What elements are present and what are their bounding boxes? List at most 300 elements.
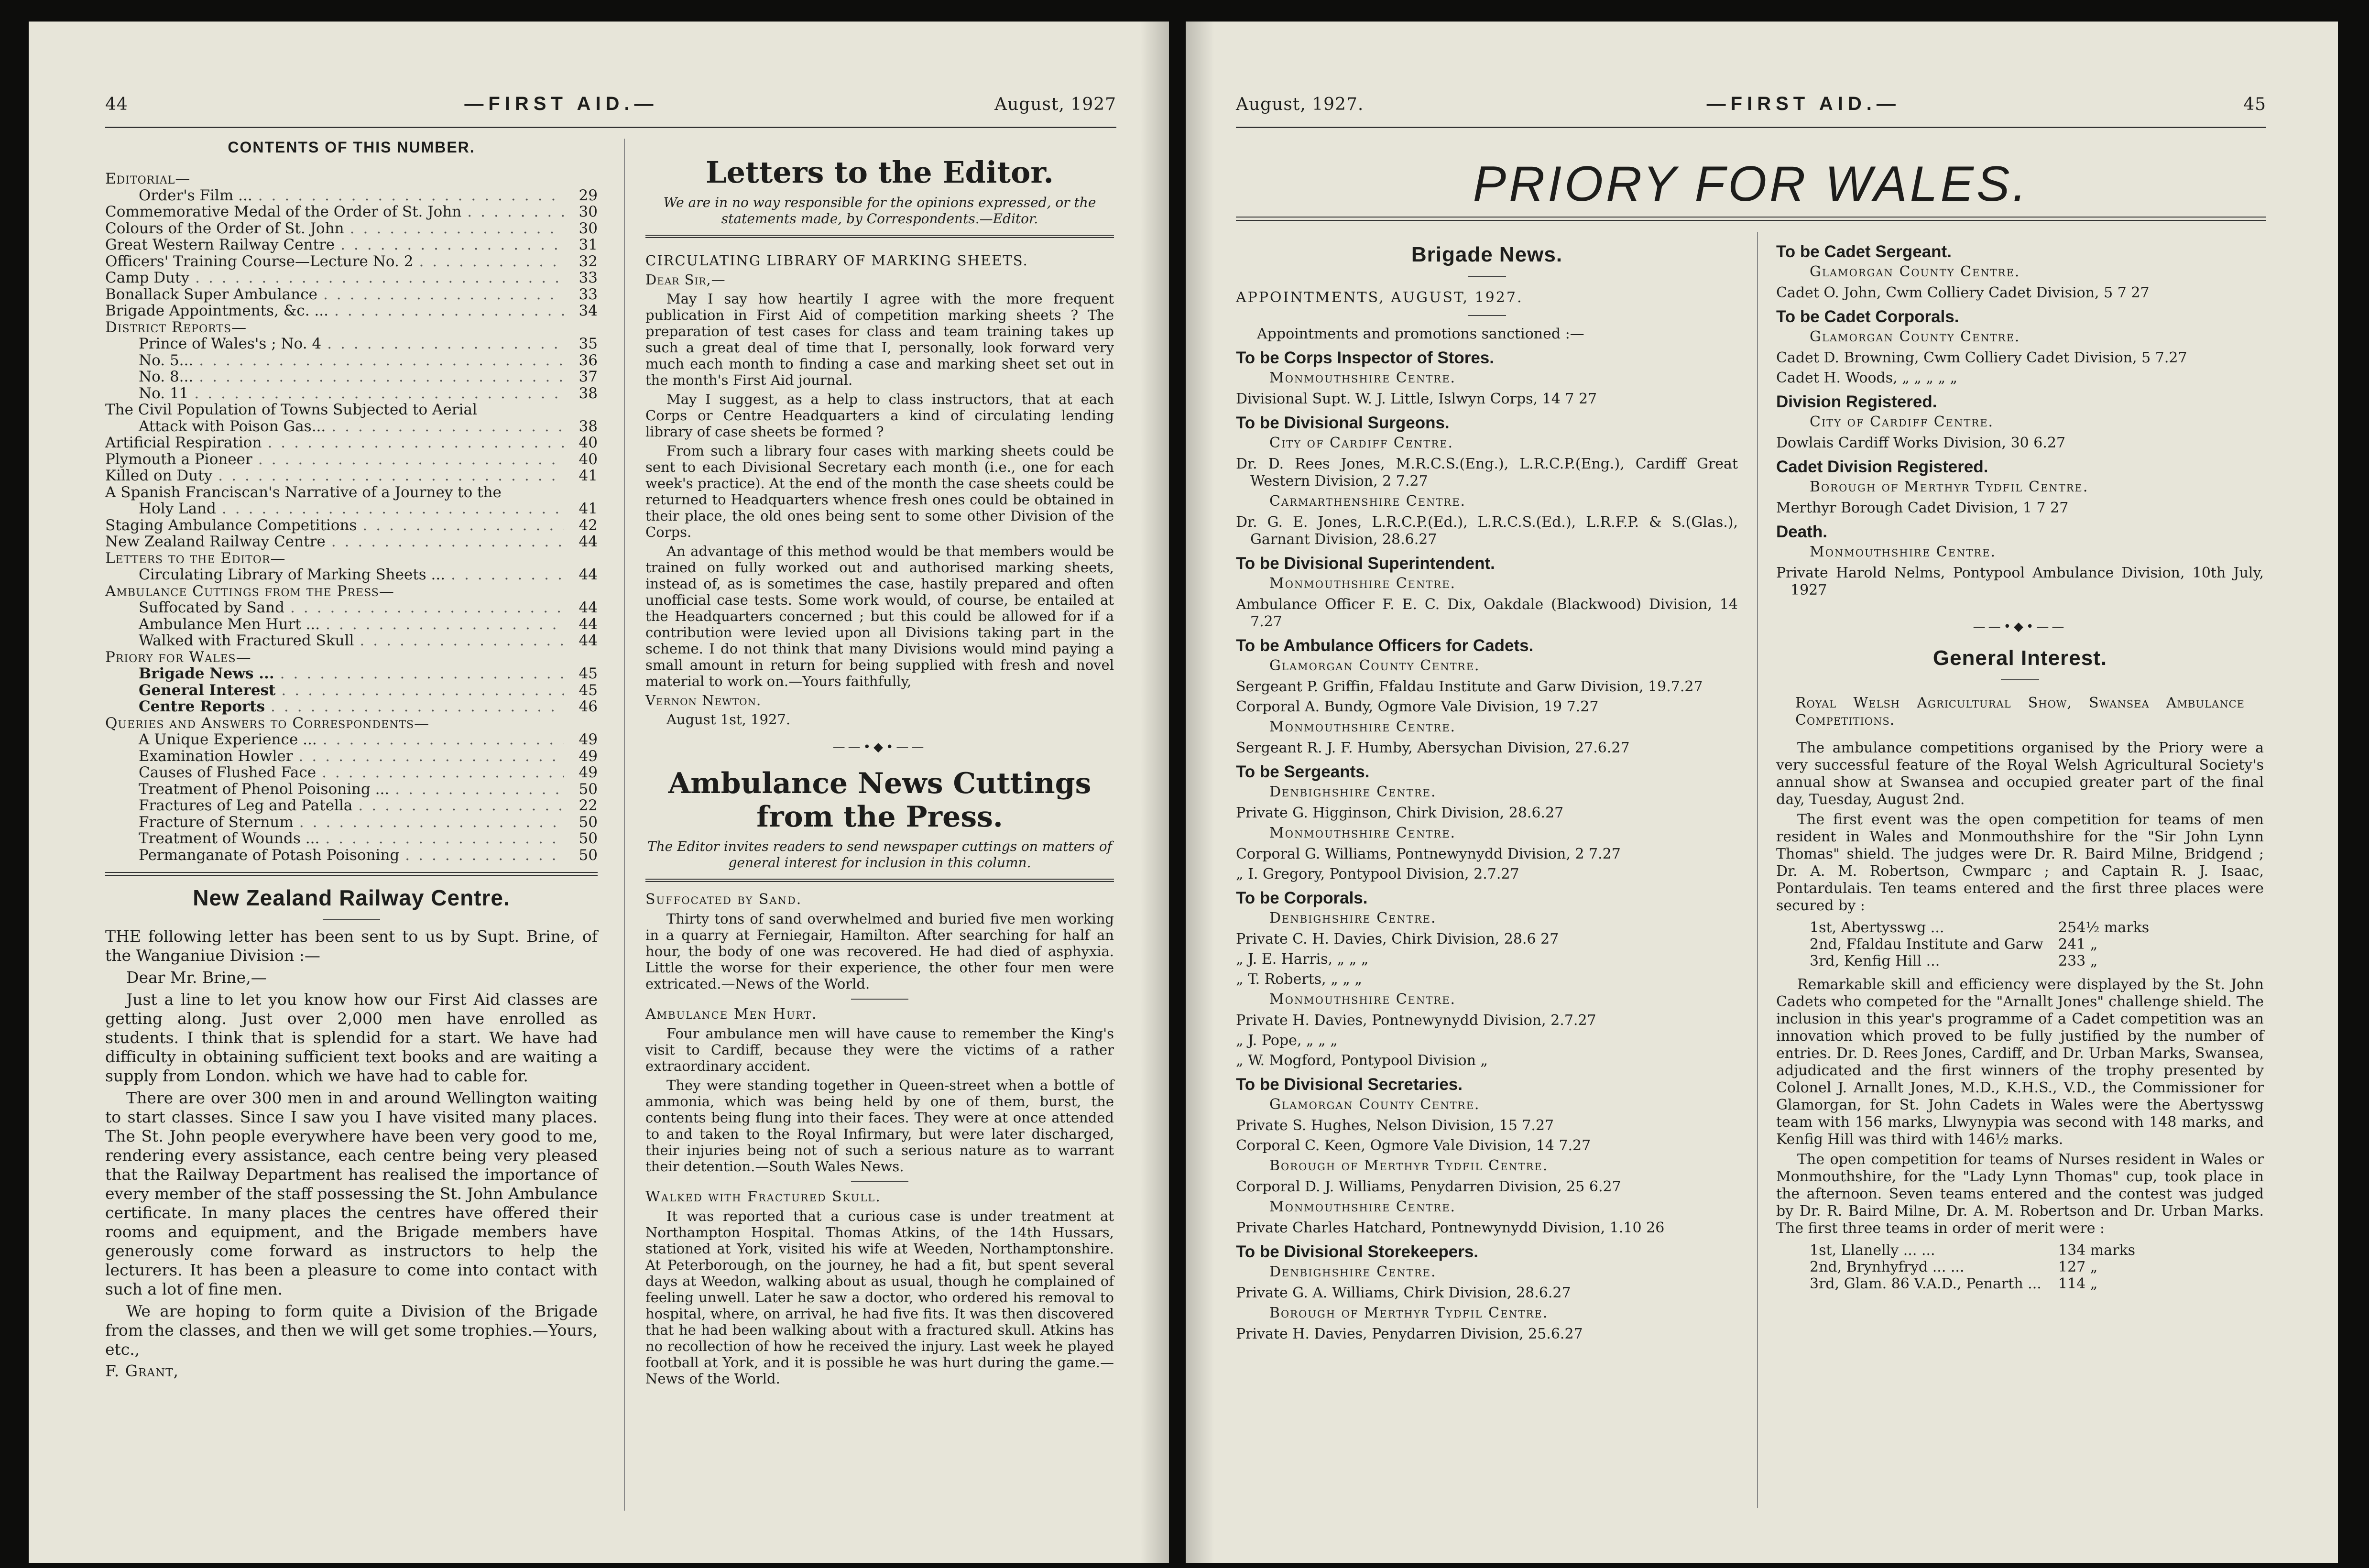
contents-row bbox=[105, 649, 598, 666]
appointment-entry: Dr. G. E. Jones, L.R.C.P.(Ed.), L.R.C.S.(Ed.), L.R.F.P. & S.(Glas.), Garnant Division, 28.6.27 bbox=[1236, 514, 1738, 548]
letter-salutation: Dear Sir,— bbox=[645, 272, 726, 288]
appointment-heading: To be Divisional Storekeepers. bbox=[1236, 1242, 1479, 1261]
appointment-entry: „ I. Gregory, Pontypool Division, 2.7.27 bbox=[1236, 866, 1519, 882]
appointment-heading: To be Ambulance Officers for Cadets. bbox=[1236, 636, 1534, 655]
result-team: 2nd, Ffaldau Institute and Garw bbox=[1810, 936, 2043, 953]
section-rule bbox=[645, 879, 1114, 880]
result-marks: 241 „ bbox=[2058, 936, 2098, 953]
contents-label: Killed on Duty bbox=[105, 467, 213, 484]
dot-leader bbox=[284, 599, 564, 616]
contents-row bbox=[105, 599, 598, 616]
page-number: 44 bbox=[105, 95, 128, 114]
left-column-2 bbox=[645, 155, 1114, 1390]
contents-page: 45 bbox=[579, 681, 598, 699]
result-team: 3rd, Kenfig Hill ... bbox=[1810, 953, 1940, 969]
header-rule bbox=[105, 127, 1116, 128]
centre-name: Monmouthshire Centre. bbox=[1269, 575, 1456, 592]
left-running-head bbox=[105, 93, 1116, 122]
contents-row bbox=[105, 204, 598, 220]
appointment-entry: „ T. Roberts, „ „ „ bbox=[1236, 971, 1362, 988]
contents-label: Treatment of Wounds ... bbox=[139, 830, 320, 847]
cutting-paragraph: They were standing together in Queen-street when a bottle of ammonia, which was being held by one of them, burst, the contents being flung into their faces. They were at once attended to and taken to the Royal Infirmary, but were later discharged, their injuries being not of such a serious nature as to warrant their detention.—South Wales News. bbox=[645, 1077, 1114, 1175]
letter-paragraph: May I say how heartily I agree with the more frequent publication in First Aid of competition marking sheets ? The preparation of test cases for class and team training takes up such a great deal of time that I, personally, look forward very much each month to finding a case and marking sheet set out in the month's First Aid journal. bbox=[645, 291, 1114, 388]
contents-row bbox=[105, 715, 598, 732]
contents-label: Centre Reports bbox=[139, 698, 265, 715]
dot-leader bbox=[193, 352, 564, 369]
dot-leader bbox=[413, 253, 564, 270]
nz-signature: F. Grant, bbox=[105, 1361, 179, 1380]
ornament-divider: ——•◆•—— bbox=[1973, 620, 2067, 634]
contents-page: 44 bbox=[579, 599, 598, 616]
appointment-heading: To be Divisional Secretaries. bbox=[1236, 1075, 1463, 1094]
dot-leader bbox=[274, 665, 564, 682]
appointment-entry: Merthyr Borough Cadet Division, 1 7 27 bbox=[1776, 500, 2069, 516]
appointment-entry: „ J. Pope, „ „ „ bbox=[1236, 1032, 1338, 1049]
nz-paragraph: There are over 300 men in and around Wellington waiting to start classes. Since I saw you I have visited many places. The St. John people everywhere have been very good to me, rendering every assistance, each centre being very pleased that the Railway Department has realised the importance of every member of the staff possessing the St. John Ambulance certificate. In many places the centres have offered their rooms and equipment, and the Brigade members have generously come forward as instructors to help the lecturers. It has been a pleasure to come into contact with such a lot of fine men. bbox=[105, 1089, 598, 1298]
contents-row bbox=[105, 385, 598, 402]
result-row bbox=[1810, 1259, 2264, 1275]
contents-title: CONTENTS OF THIS NUMBER. bbox=[228, 139, 475, 156]
nz-salutation: Dear Mr. Brine,— bbox=[126, 968, 267, 987]
contents-row bbox=[105, 319, 598, 336]
general-subhead: Royal Welsh Agricultural Show, Swansea Ambulance Competitions. bbox=[1795, 695, 2245, 729]
contents-row bbox=[105, 583, 598, 600]
centre-name: Denbighshire Centre. bbox=[1269, 1263, 1437, 1280]
cuttings-list bbox=[645, 892, 1114, 1387]
appointment-entry: Dr. D. Rees Jones, M.R.C.S.(Eng.), L.R.C.P.(Eng.), Cardiff Great Western Division, 2 7.27 bbox=[1236, 456, 1738, 490]
column-divider bbox=[1757, 232, 1758, 1508]
section-rule bbox=[645, 235, 1114, 236]
contents-row bbox=[105, 484, 598, 501]
contents-page: 44 bbox=[579, 566, 598, 583]
contents-page: 33 bbox=[579, 285, 598, 303]
contents-row bbox=[105, 764, 598, 781]
appointment-groups bbox=[1236, 349, 1738, 1343]
appointment-entry: Corporal D. J. Williams, Penydarren Division, 25 6.27 bbox=[1236, 1178, 1621, 1195]
appointment-entry: „ J. E. Harris, „ „ „ bbox=[1236, 951, 1369, 968]
nz-paragraph: Just a line to let you know how our First Aid classes are getting along. Just over 2,000 men have enrolled as students. I think that is splendid for a start. We have had difficulty in obtaining sufficient text books and are waiting a supply from London. which we have had to cable for. bbox=[105, 990, 598, 1085]
centre-name: Monmouthshire Centre. bbox=[1810, 544, 1997, 560]
right-page bbox=[1186, 22, 2338, 1563]
contents-row bbox=[105, 632, 598, 649]
column-divider bbox=[624, 139, 625, 1511]
contents-page: 31 bbox=[579, 236, 598, 253]
contents-row bbox=[105, 402, 598, 418]
contents-row bbox=[105, 566, 598, 583]
contents-row bbox=[105, 797, 598, 814]
appointment-heading: To be Cadet Sergeant. bbox=[1776, 242, 1952, 261]
contents-row bbox=[105, 369, 598, 385]
letter-paragraph: May I suggest, as a help to class instructors, that at each Corps or Centre Headquarters a kind of circulating lending library of case sheets be formed ? bbox=[645, 391, 1114, 440]
appointment-entry: Divisional Supt. W. J. Little, Islwyn Corps, 14 7 27 bbox=[1236, 391, 1597, 407]
centre-name: Carmarthenshire Centre. bbox=[1269, 493, 1466, 510]
appointment-entry: Private G. A. Williams, Chirk Division, 28.6.27 bbox=[1236, 1285, 1571, 1301]
contents-page: 40 bbox=[579, 434, 598, 451]
centre-name: Borough of Merthyr Tydfil Centre. bbox=[1810, 479, 2089, 495]
dot-leader bbox=[357, 517, 564, 534]
centre-name: Glamorgan County Centre. bbox=[1269, 657, 1480, 674]
contents-row bbox=[105, 336, 598, 352]
centre-name: Borough of Merthyr Tydfil Centre. bbox=[1269, 1157, 1549, 1174]
contents-row bbox=[105, 303, 598, 319]
contents-label: Attack with Poison Gas... bbox=[139, 417, 326, 435]
centre-name: Glamorgan County Centre. bbox=[1810, 328, 2020, 345]
title-rule bbox=[1236, 217, 2266, 218]
dot-leader bbox=[321, 336, 564, 352]
contents-page: 44 bbox=[579, 632, 598, 649]
issue-date: August, 1927. bbox=[1236, 95, 1364, 114]
contents-row bbox=[105, 220, 598, 237]
contents-label: Prince of Wales's ; No. 4 bbox=[139, 335, 322, 352]
dot-leader bbox=[188, 385, 564, 402]
gutter-shadow bbox=[1140, 22, 1169, 1563]
contents-row bbox=[105, 171, 598, 187]
appointment-heading: To be Divisional Surgeons. bbox=[1236, 414, 1450, 432]
dot-leader bbox=[389, 781, 564, 798]
result-row bbox=[1810, 936, 2264, 953]
appointment-entry: Corporal A. Bundy, Ogmore Vale Division, 19 7.27 bbox=[1236, 698, 1599, 715]
appointment-entry: Corporal C. Keen, Ogmore Vale Division, 14 7.27 bbox=[1236, 1137, 1591, 1154]
dot-leader bbox=[399, 847, 564, 864]
contents-label: Suffocated by Sand bbox=[139, 599, 284, 616]
dot-leader bbox=[317, 286, 564, 303]
nz-title: New Zealand Railway Centre. bbox=[193, 885, 510, 910]
contents-page: 38 bbox=[579, 384, 598, 402]
contents-row bbox=[105, 187, 598, 204]
cutting-paragraph: Four ambulance men will have cause to remember the King's visit to Cardiff, because they were the victims of a rather extraordinary accident. bbox=[645, 1025, 1114, 1074]
dot-leader bbox=[193, 369, 564, 385]
letters-title: Letters to the Editor. bbox=[706, 155, 1054, 190]
page-number: 45 bbox=[2243, 95, 2266, 114]
appointment-heading: To be Cadet Corporals. bbox=[1776, 307, 1959, 326]
contents-label: Circulating Library of Marking Sheets ... bbox=[139, 566, 446, 583]
appointment-heading: To be Corporals. bbox=[1236, 889, 1368, 907]
centre-name: Monmouthshire Centre. bbox=[1269, 719, 1456, 735]
title-rule bbox=[323, 919, 380, 920]
dot-leader bbox=[189, 270, 564, 286]
appointment-entry: Private C. H. Davies, Chirk Division, 28.6 27 bbox=[1236, 931, 1559, 947]
contents-row bbox=[105, 616, 598, 633]
appointment-entry: Ambulance Officer F. E. C. Dix, Oakdale (Blackwood) Division, 14 7.27 bbox=[1236, 596, 1738, 630]
brigade-title: Brigade News. bbox=[1411, 243, 1563, 266]
dot-leader bbox=[445, 566, 564, 583]
contents-row bbox=[105, 814, 598, 831]
contents-label: Staging Ambulance Competitions bbox=[105, 516, 357, 534]
contents-label: Ambulance Men Hurt ... bbox=[139, 615, 320, 633]
appointment-entry: Private Charles Hatchard, Pontnewynydd Division, 1.10 26 bbox=[1236, 1220, 1665, 1236]
contents-label: Editorial— bbox=[105, 170, 191, 187]
general-paragraph: Remarkable skill and efficiency were displayed by the St. John Cadets who competed for the "Arnallt Jones" challenge shield. The inclusion in this year's programme of a Cadet competition was an innovation which proved to be fully justified by the number of entries. Dr. D. Rees Jones, Cardiff, and Dr. Urban Marks, Swansea, adjudicated and the first winners of the trophy presented by Colonel J. Arnallt Jones, M.D., K.H.S., V.D., the Commissioner for Glamorgan, for St. John Cadets in Wales were the Abertysswg team with 156 marks, Llwynypia was second with 148 marks, and Kenfig Hill was third with 146½ marks. bbox=[1776, 976, 2264, 1148]
dot-leader bbox=[316, 764, 564, 781]
contents-page: 32 bbox=[579, 252, 598, 270]
section-rule bbox=[105, 872, 598, 873]
appointment-entry: Private G. Higginson, Chirk Division, 28.6.27 bbox=[1236, 805, 1564, 821]
contents-label: Colours of the Order of St. John bbox=[105, 219, 344, 237]
appointment-heading: Death. bbox=[1776, 523, 1827, 541]
result-marks: 254½ marks bbox=[2058, 919, 2150, 936]
contents-label: Order's Film ... bbox=[139, 186, 252, 204]
appointment-entry: Sergeant P. Griffin, Ffaldau Institute and Garw Division, 19.7.27 bbox=[1236, 678, 1703, 695]
result-marks: 233 „ bbox=[2058, 953, 2098, 969]
contents-row bbox=[105, 501, 598, 517]
contents-row bbox=[105, 435, 598, 451]
contents-row bbox=[105, 418, 598, 435]
letter-paragraph: From such a library four cases with marking sheets could be sent to each Divisional Secretary each month (i.e., one for each week's practice). At the end of the month the case sheets could be returned to Headquarters whence fresh ones could be obtained in their place, the old ones being sent to some other Division of the Corps. bbox=[645, 443, 1114, 540]
result-marks: 127 „ bbox=[2058, 1259, 2098, 1275]
dot-leader bbox=[461, 204, 564, 220]
header-rule bbox=[1236, 127, 2266, 128]
contents-page: 49 bbox=[579, 764, 598, 781]
dot-leader bbox=[212, 468, 564, 484]
dot-leader bbox=[216, 501, 564, 517]
cuttings-note: The Editor invites readers to send newspaper cuttings on matters of general interest for inclusion in this column. bbox=[647, 838, 1113, 871]
contents-label: Artificial Respiration bbox=[105, 434, 262, 451]
results-table bbox=[1776, 919, 2264, 969]
contents-label: Bonallack Super Ambulance bbox=[105, 285, 317, 303]
contents-page: 34 bbox=[579, 302, 598, 319]
title-rule bbox=[2001, 679, 2039, 680]
contents-page: 41 bbox=[579, 467, 598, 484]
contents-row bbox=[105, 830, 598, 847]
right-column-1 bbox=[1236, 243, 1738, 1346]
cutting-heading: Suffocated by Sand. bbox=[645, 891, 802, 908]
contents-label: Queries and Answers to Correspondents— bbox=[105, 714, 430, 732]
appointment-entry: Cadet O. John, Cwm Colliery Cadet Division, 5 7 27 bbox=[1776, 284, 2150, 301]
contents-label: Fractures of Leg and Patella bbox=[139, 797, 353, 814]
appointment-entry: Corporal G. Williams, Pontnewynydd Division, 2 7.27 bbox=[1236, 846, 1621, 862]
contents-page: 49 bbox=[579, 747, 598, 765]
cutting-heading: Walked with Fractured Skull. bbox=[645, 1188, 881, 1205]
contents-label: Permanganate of Potash Poisoning bbox=[139, 846, 400, 864]
right-column-2 bbox=[1776, 237, 2264, 1299]
ornament-divider: ——•◆•—— bbox=[832, 740, 927, 754]
contents-row bbox=[105, 468, 598, 484]
title-rule bbox=[1468, 315, 1506, 316]
result-row bbox=[1810, 1242, 2264, 1259]
contents-row bbox=[105, 748, 598, 765]
contents-page: 45 bbox=[579, 665, 598, 682]
letter-paragraph: An advantage of this method would be that members would be trained on fully worked out and authorised marking sheets, instead of, as is sometimes the case, hastily prepared and often unofficial case tests. Some work would, of course, be entailed at the Headquarters concerned ; but this could be allowed for if a contribution were levied upon all Divisions taking part in the scheme. I do not think that many Divisions would mind paying a small amount in return for being supplied with fresh and novel material to work on.—Yours faithfully, bbox=[645, 543, 1114, 689]
contents-row bbox=[105, 550, 598, 567]
appointment-entry: „ W. Mogford, Pontypool Division „ bbox=[1236, 1052, 1488, 1069]
contents-row bbox=[105, 451, 598, 468]
right-running-head bbox=[1236, 93, 2266, 122]
contents-list bbox=[105, 171, 598, 863]
title-rule bbox=[1468, 276, 1506, 277]
contents-label: Camp Duty bbox=[105, 269, 190, 286]
contents-label: Brigade Appointments, &c. ... bbox=[105, 302, 328, 319]
contents-page: 30 bbox=[579, 219, 598, 237]
general-interest-title: General Interest. bbox=[1932, 646, 2107, 670]
contents-page: 46 bbox=[579, 698, 598, 715]
contents-label: No. 11 bbox=[139, 384, 189, 402]
appointment-heading: To be Divisional Superintendent. bbox=[1236, 554, 1495, 573]
cutting-paragraph: Thirty tons of sand overwhelmed and buried five men working in a quarry at Ferniegair, Hamilton. After searching for half an hour, the body of one was recovered. He had died of asphyxia. Little the worse for their experience, the other four men were extricated.—News of the World. bbox=[645, 911, 1114, 992]
contents-label: No. 8... bbox=[139, 368, 194, 385]
result-row bbox=[1810, 1275, 2264, 1292]
contents-page: 49 bbox=[579, 731, 598, 748]
contents-page: 36 bbox=[579, 351, 598, 369]
appointment-heading: To be Sergeants. bbox=[1236, 762, 1370, 781]
dot-leader bbox=[265, 698, 564, 715]
appointment-heading: Division Registered. bbox=[1776, 392, 1937, 411]
centre-name: Glamorgan County Centre. bbox=[1269, 1096, 1480, 1113]
letter-signature: Vernon Newton. bbox=[645, 692, 762, 708]
contents-row bbox=[105, 731, 598, 748]
result-team: 1st, Abertysswg ... bbox=[1810, 919, 1944, 936]
result-marks: 134 marks bbox=[2058, 1242, 2136, 1259]
centre-name: City of Cardiff Centre. bbox=[1269, 435, 1454, 451]
cuttings-title: Ambulance News Cuttings from the Press. bbox=[668, 767, 1092, 834]
journal-title: —FIRST AID.— bbox=[1706, 93, 1900, 114]
contents-page: 35 bbox=[579, 335, 598, 352]
contents-label: Examination Howler bbox=[139, 747, 293, 765]
centre-name: Monmouthshire Centre. bbox=[1269, 370, 1456, 386]
centre-name: Denbighshire Centre. bbox=[1269, 910, 1437, 926]
centre-name: Borough of Merthyr Tydfil Centre. bbox=[1269, 1305, 1549, 1321]
dot-leader bbox=[252, 187, 564, 204]
dot-leader bbox=[352, 797, 564, 814]
letter-heading: CIRCULATING LIBRARY OF MARKING SHEETS. bbox=[645, 252, 1028, 269]
appointment-entry: Dowlais Cardiff Works Division, 30 6.27 bbox=[1776, 435, 2066, 451]
item-rule bbox=[851, 1181, 908, 1182]
appointments-heading: APPOINTMENTS, AUGUST, 1927. bbox=[1236, 289, 1523, 306]
issue-date: August, 1927 bbox=[994, 95, 1116, 114]
contents-label: Walked with Fractured Skull bbox=[139, 632, 354, 649]
contents-row bbox=[105, 534, 598, 550]
contents-page: 50 bbox=[579, 780, 598, 798]
contents-label: Fracture of Sternum bbox=[139, 813, 294, 831]
title-rule bbox=[1236, 220, 2266, 221]
contents-page: 50 bbox=[579, 830, 598, 847]
nz-intro: THE following letter has been sent to us by Supt. Brine, of the Wanganiue Division :— bbox=[105, 927, 598, 965]
left-page bbox=[29, 22, 1169, 1563]
result-team: 3rd, Glam. 86 V.A.D., Penarth ... bbox=[1810, 1275, 2041, 1292]
dot-leader bbox=[344, 220, 564, 237]
appointment-entry: Cadet D. Browning, Cwm Colliery Cadet Division, 5 7.27 bbox=[1776, 349, 2187, 366]
dot-leader bbox=[293, 748, 564, 765]
result-team: 2nd, Brynhyfryd ... ... bbox=[1810, 1259, 1965, 1275]
priory-title: PRIORY FOR WALES. bbox=[1473, 156, 2030, 212]
contents-label: Ambulance Cuttings from the Press— bbox=[105, 582, 394, 600]
result-row bbox=[1810, 953, 2264, 969]
contents-row bbox=[105, 682, 598, 699]
centre-name: Monmouthshire Centre. bbox=[1269, 825, 1456, 841]
contents-label: New Zealand Railway Centre bbox=[105, 533, 326, 550]
centre-name: Glamorgan County Centre. bbox=[1810, 263, 2020, 280]
letters-note: We are in no way responsible for the opinions expressed, or the statements made, by Correspondents.—Editor. bbox=[663, 195, 1096, 227]
contents-label: Brigade News ... bbox=[139, 665, 274, 682]
nz-paragraph: We are hoping to form quite a Division of the Brigade from the classes, and then we will get some trophies.—Yours, etc., bbox=[105, 1302, 598, 1359]
dot-leader bbox=[317, 731, 564, 748]
contents-label: Letters to the Editor— bbox=[105, 549, 286, 567]
appointment-entry: Private H. Davies, Pontnewynydd Division, 2.7.27 bbox=[1236, 1012, 1596, 1029]
contents-row bbox=[105, 270, 598, 286]
contents-page: 50 bbox=[579, 846, 598, 864]
appointment-groups bbox=[1776, 243, 2264, 599]
contents-page: 30 bbox=[579, 203, 598, 220]
appointment-heading: To be Corps Inspector of Stores. bbox=[1236, 348, 1494, 367]
contents-label: District Reports— bbox=[105, 318, 247, 336]
contents-row bbox=[105, 286, 598, 303]
contents-page: 40 bbox=[579, 450, 598, 468]
section-rule bbox=[645, 237, 1114, 238]
contents-label: Plymouth a Pioneer bbox=[105, 450, 252, 468]
contents-row bbox=[105, 517, 598, 534]
centre-name: Monmouthshire Centre. bbox=[1269, 1198, 1456, 1215]
contents-page: 42 bbox=[579, 516, 598, 534]
results-table bbox=[1776, 1242, 2264, 1292]
contents-label: Priory for Wales— bbox=[105, 648, 251, 666]
contents-label: Treatment of Phenol Poisoning ... bbox=[139, 780, 390, 798]
section-rule bbox=[645, 881, 1114, 882]
appointment-entry: Private S. Hughes, Nelson Division, 15 7.27 bbox=[1236, 1117, 1554, 1134]
contents-row bbox=[105, 665, 598, 682]
result-team: 1st, Llanelly ... ... bbox=[1810, 1242, 1935, 1259]
gutter-shadow bbox=[1186, 22, 1214, 1563]
appointment-entry: Sergeant R. J. F. Humby, Abersychan Division, 27.6.27 bbox=[1236, 740, 1630, 756]
dot-leader bbox=[275, 682, 564, 699]
section-rule bbox=[105, 875, 598, 876]
general-paragraph: The open competition for teams of Nurses resident in Wales or Monmouthshire, for the "Lady Lynn Thomas" cup, took place in the afternoon. Seven teams entered and the contest was judged by Dr. R. Baird Milne, Dr. A. M. Robertson and Dr. Urban Marks. The first three teams in order of merit were : bbox=[1776, 1151, 2264, 1237]
result-marks: 114 „ bbox=[2058, 1275, 2098, 1292]
contents-row bbox=[105, 698, 598, 715]
dot-leader bbox=[319, 830, 564, 847]
centre-name: Monmouthshire Centre. bbox=[1269, 991, 1456, 1008]
appointment-entry: Cadet H. Woods, „ „ „ „ „ bbox=[1776, 370, 1958, 386]
contents-label: No. 5... bbox=[139, 351, 194, 369]
cutting-paragraph: It was reported that a curious case is under treatment at Northampton Hospital. Thomas Atkins, of the 14th Hussars, stationed at York, visited his wife at Weeden, Northamptonshire. At Peterborough, on the journey, he had a fit, but spent several days at Weedon, walking about as usual, though he complained of feeling unwell. Later he saw a doctor, who ordered his removal to hospital, where, on arrival, he had five fits. It was then discovered that he had been walking about with a fractured skull. Atkins has no recollection of how he received the injury. Last week he played football at York, and it is possible he was hurt during the game.—News of the World. bbox=[645, 1208, 1114, 1387]
dot-leader bbox=[354, 632, 564, 649]
contents-label: Causes of Flushed Face bbox=[139, 764, 317, 781]
contents-row bbox=[105, 352, 598, 369]
contents-row bbox=[105, 253, 598, 270]
general-paragraph: The ambulance competitions organised by the Priory were a very successful feature of the Royal Welsh Agricultural Society's annual show at Swansea and occupied greater part of the final day, Tuesday, August 2nd. bbox=[1776, 740, 2264, 808]
contents-label: Commemorative Medal of the Order of St. John bbox=[105, 203, 462, 220]
contents-label: Holy Land bbox=[139, 500, 216, 517]
dot-leader bbox=[262, 435, 564, 451]
cutting-heading: Ambulance Men Hurt. bbox=[645, 1006, 818, 1023]
dot-leader bbox=[328, 303, 564, 319]
contents-page: 50 bbox=[579, 813, 598, 831]
journal-title: —FIRST AID.— bbox=[464, 93, 658, 114]
contents-page: 44 bbox=[579, 615, 598, 633]
centre-name: City of Cardiff Centre. bbox=[1810, 414, 1994, 430]
dot-leader bbox=[326, 534, 564, 550]
contents-row bbox=[105, 237, 598, 253]
dot-leader bbox=[320, 616, 564, 633]
appointment-entry: Private H. Davies, Penydarren Division, 25.6.27 bbox=[1236, 1326, 1583, 1342]
contents-page: 38 bbox=[579, 417, 598, 435]
dot-leader bbox=[294, 814, 564, 831]
contents-page: 22 bbox=[579, 797, 598, 814]
left-column-1 bbox=[105, 139, 598, 1383]
contents-label: The Civil Population of Towns Subjected to Aerial bbox=[105, 401, 477, 418]
dot-leader bbox=[252, 451, 564, 468]
contents-row bbox=[105, 781, 598, 798]
contents-label: A Spanish Franciscan's Narrative of a Journey to the bbox=[105, 483, 502, 501]
appointment-heading: Cadet Division Registered. bbox=[1776, 457, 1988, 476]
dot-leader bbox=[335, 237, 564, 253]
contents-page: 44 bbox=[579, 533, 598, 550]
contents-page: 29 bbox=[579, 186, 598, 204]
centre-name: Denbighshire Centre. bbox=[1269, 784, 1437, 800]
contents-page: 37 bbox=[579, 368, 598, 385]
contents-row bbox=[105, 847, 598, 864]
appointments-intro: Appointments and promotions sanctioned :— bbox=[1257, 326, 1584, 342]
result-row bbox=[1810, 919, 2264, 936]
letter-date: August 1st, 1927. bbox=[666, 711, 791, 728]
